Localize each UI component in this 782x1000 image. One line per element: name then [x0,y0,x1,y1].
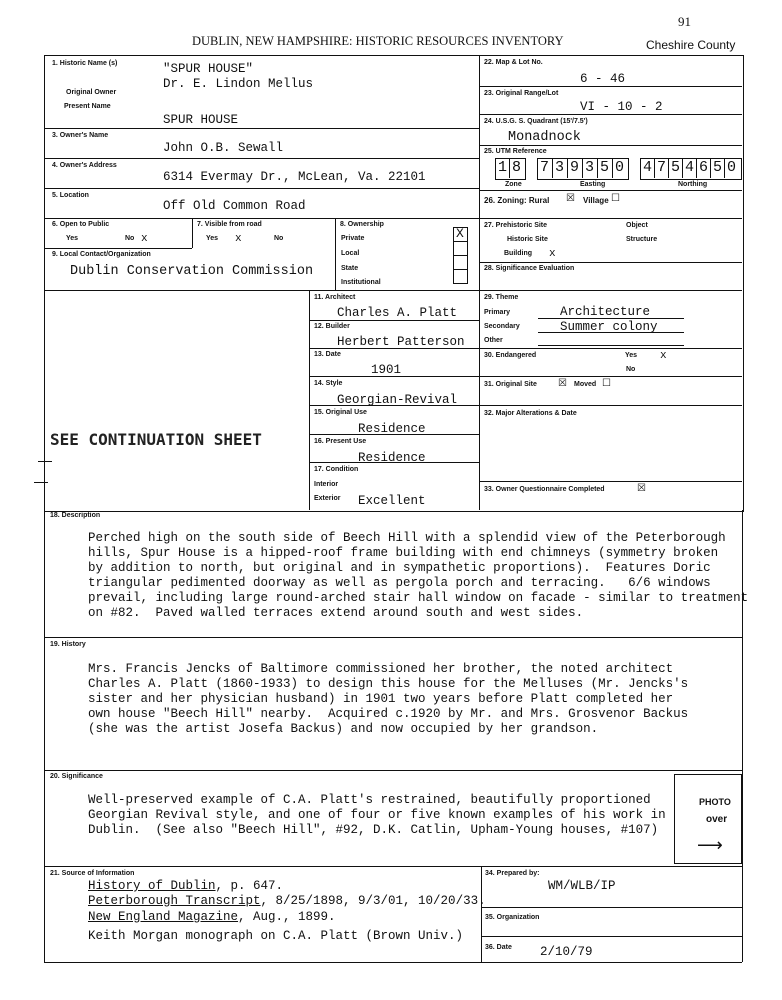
endangered-yes-label: Yes [625,352,638,359]
utm-northing-digit: 5 [713,159,723,176]
owner-address-value: 6314 Evermay Dr., McLean, Va. 22101 [163,170,426,184]
present-name-label: Present Name [64,103,111,110]
prepared-by-label: 34. Prepared by: [485,870,540,877]
page-number: 91 [678,14,691,29]
original-range-label: 23. Original Range/Lot [484,90,559,97]
zoning-rural-checkbox[interactable]: ☒ [566,193,575,204]
utm-northing-digit: 7 [657,159,667,176]
location-label: 5. Location [52,192,89,199]
theme-primary-value: Architecture [560,305,651,319]
date-label: 13. Date [314,351,341,358]
usgs-quadrant-value: Monadnock [508,130,581,145]
photo-over-label: over [706,814,728,825]
source-label: 21. Source of Information [50,870,135,877]
architect-value: Charles A. Platt [337,306,458,320]
condition-label: 17. Condition [314,466,359,473]
history-line: Charles A. Platt (1860-1933) to design this house for the Melluses (Mr. Jencks's [88,677,689,691]
original-use-value: Residence [358,422,426,436]
theme-primary-label: Primary [484,309,511,316]
original-site-label: 31. Original Site [484,381,537,388]
utm-easting-digit: 9 [570,159,580,176]
owner-name-label: 3. Owner's Name [52,132,109,139]
utm-easting-digit: 3 [585,159,595,176]
ownership-local-label: Local [341,250,360,257]
source-line-3: New England Magazine, Aug., 1899. [88,910,336,924]
utm-zone-digit: 1 [498,159,508,176]
local-contact-value: Dublin Conservation Commission [70,264,314,279]
arrow-right-icon: ⟶ [697,835,723,856]
utm-zone-label: Zone [505,181,522,188]
historic-name-label: 1. Historic Name (s) [52,60,118,67]
utm-easting-label: Easting [580,181,606,188]
utm-northing-digit: 0 [727,159,737,176]
top-column-divider [479,55,480,510]
exterior-label: Exterior [314,495,341,502]
description-line: hills, Spur House is a hipped-roof frame building with end chimneys (symmetry broken [88,546,719,560]
owner-questionnaire-label: 33. Owner Questionnaire Completed [484,486,605,493]
ownership-state-box[interactable] [453,255,468,270]
visible-from-road-label: 7. Visible from road [197,221,262,228]
significance-line: Well-preserved example of C.A. Platt's restrained, beautifully proportioned [88,793,651,807]
ownership-private-mark: X [456,226,464,241]
date-value: 1901 [371,363,402,377]
history-line: Mrs. Francis Jencks of Baltimore commissioned her brother, the noted architect [88,662,674,676]
owner-name-value: John O.B. Sewall [163,141,284,155]
ownership-label: 8. Ownership [340,221,384,228]
prep-date-label: 36. Date [485,944,512,951]
interior-label: Interior [314,481,339,488]
utm-northing-label: Northing [678,181,708,188]
utm-easting-digit: 7 [540,159,550,176]
owner-address-label: 4. Owner's Address [52,162,117,169]
local-contact-label: 9. Local Contact/Organization [52,251,151,258]
owner-questionnaire-checkbox[interactable]: ☒ [637,483,646,494]
present-use-label: 16. Present Use [314,438,367,445]
builder-label: 12. Builder [314,323,350,330]
original-owner-label: Original Owner [66,89,117,96]
zoning-label: 26. Zoning: Rural [484,196,550,205]
utm-northing-digit: 6 [699,159,709,176]
source-line-2: Peterborough Transcript, 8/25/1898, 9/3/01, 10/20/33. [88,894,486,908]
visible-yes-mark: x [235,233,242,245]
visible-yes-label: Yes [206,235,219,242]
county-label: Cheshire County [646,38,736,52]
description-label: 18. Description [50,512,101,519]
original-owner-value: Dr. E. Lindon Mellus [163,77,314,91]
present-use-value: Residence [358,451,426,465]
original-site-checkbox[interactable]: ☒ [558,378,567,389]
visible-no-label: No [274,235,284,242]
ownership-institutional-label: Institutional [341,279,381,286]
photo-label: PHOTO [699,797,731,807]
building-label: Building [504,250,532,257]
original-use-label: 15. Original Use [314,409,367,416]
zoning-village-label: Village [583,196,609,205]
description-line: prevail, including large round-arched stair hall window on facade - similar to treatment [88,591,749,605]
object-label: Object [626,222,648,229]
utm-northing-digit: 4 [643,159,653,176]
utm-northing-digit: 4 [685,159,695,176]
open-yes-label: Yes [66,235,79,242]
utm-easting-digit: 3 [555,159,565,176]
historic-site-label: Historic Site [507,236,548,243]
source-line-1: History of Dublin, p. 647. [88,879,284,893]
utm-zone-digit: 8 [512,159,522,176]
significance-evaluation-label: 28. Significance Evaluation [484,265,575,272]
utm-northing-digit: 5 [671,159,681,176]
description-line: on #82. Paved walled terraces extend around south and west sides. [88,606,584,620]
theme-secondary-value: Summer colony [560,320,658,334]
structure-label: Structure [626,236,658,243]
source-line-4: Keith Morgan monograph on C.A. Platt (Brown Univ.) [88,929,464,943]
builder-value: Herbert Patterson [337,335,465,349]
building-mark: x [549,248,556,260]
description-line: Perched high on the south side of Beech Hill with a splendid view of the Peterborough [88,531,726,545]
open-to-public-label: 6. Open to Public [52,221,110,228]
major-alterations-label: 32. Major Alterations & Date [484,410,577,417]
moved-checkbox[interactable]: ☐ [602,378,611,389]
historic-name-value: "SPUR HOUSE" [163,62,254,76]
utm-reference-label: 25. UTM Reference [484,148,547,155]
theme-other-label: Other [484,337,503,344]
open-no-mark: x [141,233,148,245]
form-title: DUBLIN, NEW HAMPSHIRE: HISTORIC RESOURCES INVENTORY [192,34,564,48]
style-label: 14. Style [314,380,343,387]
usgs-quadrant-label: 24. U.S.G. S. Quadrant (15'/7.5') [484,118,588,125]
present-name-value: SPUR HOUSE [163,113,239,127]
ownership-local-box[interactable] [453,241,468,256]
prepared-by-value: WM/WLB/IP [548,879,616,893]
utm-easting-digit: 5 [600,159,610,176]
description-line: by addition to north, but original and in sympathetic proportions). Features Doric [88,561,711,575]
history-line: (she was the artist Josefa Backus) and now occupied by her grandson. [88,722,599,736]
ownership-private-label: Private [341,235,365,242]
original-range-value: VI - 10 - 2 [580,100,663,114]
history-line: sister and her physician husband) in 1901 two years before Platt completed her [88,692,674,706]
open-no-label: No [125,235,135,242]
significance-line: Dublin. (See also "Beech Hill", #92, D.K. Catlin, Upham-Young houses, #107) [88,823,659,837]
endangered-label: 30. Endangered [484,352,537,359]
ownership-institutional-box[interactable] [453,269,468,284]
prep-date-value: 2/10/79 [540,945,593,959]
history-line: own house "Beech Hill" nearby. Acquired c.1920 by Mr. and Mrs. Grosvenor Backus [88,707,689,721]
style-value: Georgian-Revival [337,393,458,407]
significance-label: 20. Significance [50,773,103,780]
zoning-village-checkbox[interactable]: ☐ [611,193,620,204]
theme-label: 29. Theme [484,294,519,301]
significance-line: Georgian Revival style, and one of four or five known examples of his work in [88,808,666,822]
map-lot-label: 22. Map & Lot No. [484,59,543,66]
ownership-state-label: State [341,265,359,272]
endangered-yes-mark: x [660,350,667,362]
prehistoric-site-label: 27. Prehistoric Site [484,222,548,229]
theme-secondary-label: Secondary [484,323,520,330]
map-lot-value: 6 - 46 [580,72,626,86]
moved-label: Moved [574,381,597,388]
utm-easting-digit: 0 [615,159,625,176]
continuation-stamp: SEE CONTINUATION SHEET [50,430,262,449]
architect-label: 11. Architect [314,294,356,301]
condition-value: Excellent [358,494,426,508]
history-label: 19. History [50,641,86,648]
organization-label: 35. Organization [485,914,540,921]
description-line: triangular pedimented doorway as well as pergola porch and terracing. 6/6 windows [88,576,711,590]
location-value: Off Old Common Road [163,199,306,213]
endangered-no-label: No [626,366,636,373]
